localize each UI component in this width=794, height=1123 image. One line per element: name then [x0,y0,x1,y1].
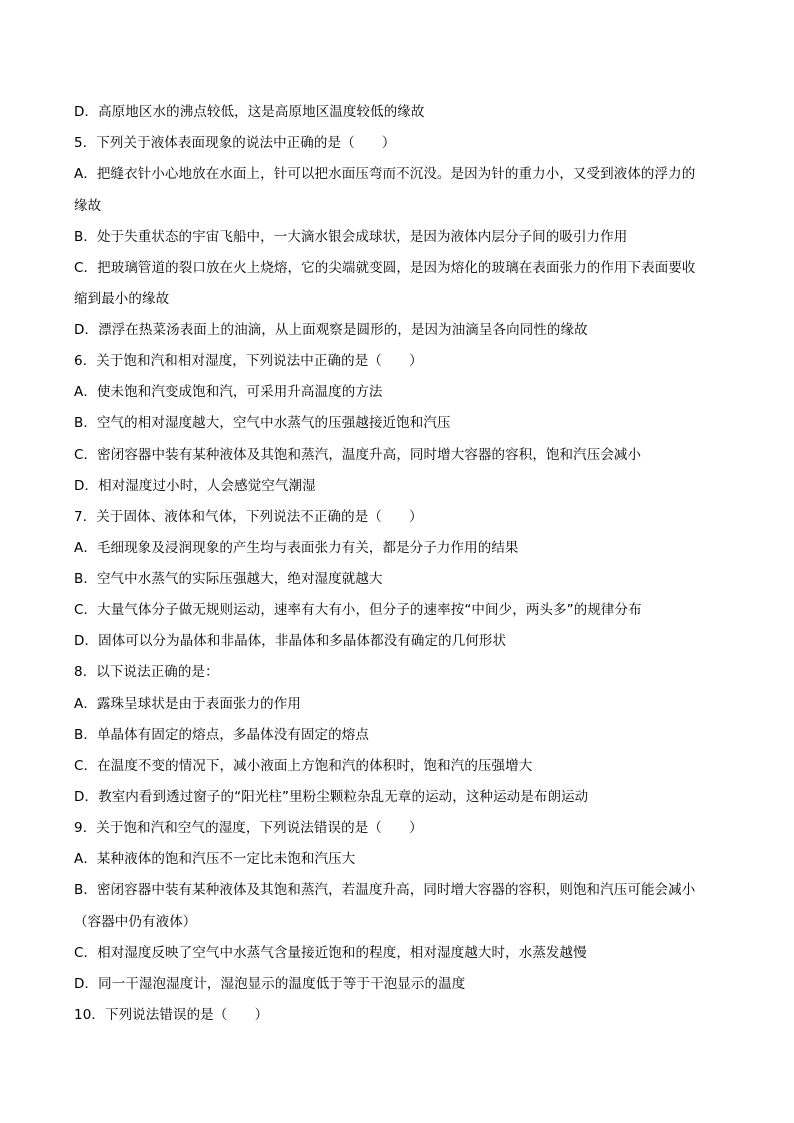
question-5-option-b: B．处于失重状态的宇宙飞船中，一大滴水银会成球状，是因为液体内层分子间的吸引力作用 [74,229,628,245]
question-7-option-a: A．毛细现象及浸润现象的产生均与表面张力有关，都是分子力作用的结果 [74,540,519,556]
text-line: D．高原地区水的沸点较低，这是高原地区温度较低的缘故 [74,104,425,120]
question-8-option-c: C．在温度不变的情况下，减小液面上方饱和汽的体积时，饱和汽的压强增大 [74,758,533,774]
question-8-stem: 8．以下说法正确的是： [74,664,219,680]
question-6-option-b: B．空气的相对湿度越大，空气中水蒸气的压强越接近饱和汽压 [74,415,451,431]
question-7-option-c: C．大量气体分子做无规则运动，速率有大有小，但分子的速率按“中间少，两头多”的规律分布 [74,602,642,618]
question-9-option-a: A．某种液体的饱和汽压不一定比未饱和汽压大 [74,851,356,867]
question-7-option-d: D．固体可以分为晶体和非晶体，非晶体和多晶体都没有确定的几何形状 [74,633,507,649]
text-line: 缘故 [74,198,102,214]
question-7-option-b: B．空气中水蒸气的实际压强越大，绝对湿度就越大 [74,571,383,587]
question-9-option-d: D．同一干湿泡湿度计，湿泡显示的温度低于等于干泡显示的温度 [74,976,466,992]
question-5-option-d: D．漂浮在热菜汤表面上的油滴，从上面观察是圆形的，是因为油滴呈各向同性的缘故 [74,322,588,338]
question-9-stem: 9．关于饱和汽和空气的湿度，下列说法错误的是（ ） [74,820,423,836]
question-8-option-d: D．教室内看到透过窗子的“阳光柱”里粉尘颗粒杂乱无章的运动，这种运动是布朗运动 [74,789,589,805]
question-6-option-a: A．使未饱和汽变成饱和汽，可采用升高温度的方法 [74,384,383,400]
question-6-stem: 6．关于饱和汽和相对湿度，下列说法中正确的是（ ） [74,353,423,369]
question-5-option-c: C．把玻璃管道的裂口放在火上烧熔，它的尖端就变圆，是因为熔化的玻璃在表面张力的作用下表面要收 [74,260,696,276]
question-7-stem: 7．关于固体、液体和气体，下列说法不正确的是（ ） [74,509,423,525]
question-5-option-a: A．把缝衣针小心地放在水面上，针可以把水面压弯而不沉没。是因为针的重力小，又受到液体的浮力的 [74,166,696,182]
question-5-stem: 5．下列关于液体表面现象的说法中正确的是（ ） [74,135,396,151]
question-8-option-a: A．露珠呈球状是由于表面张力的作用 [74,696,301,712]
text-line: （容器中仍有液体） [74,914,197,930]
question-9-option-b: B．密闭容器中装有某种液体及其饱和蒸汽，若温度升高，同时增大容器的容积，则饱和汽压可能会减小 [74,882,696,898]
question-8-option-b: B．单晶体有固定的熔点，多晶体没有固定的熔点 [74,727,369,743]
question-9-option-c: C．相对湿度反映了空气中水蒸气含量接近饱和的程度，相对湿度越大时，水蒸发越慢 [74,945,587,961]
question-6-option-d: D．相对湿度过小时，人会感觉空气潮湿 [74,478,316,494]
text-line: 缩到最小的缘故 [74,291,170,307]
question-6-option-c: C．密闭容器中装有某种液体及其饱和蒸汽，温度升高，同时增大容器的容积，饱和汽压会减小 [74,447,642,463]
question-10-stem: 10．下列说法错误的是（ ） [74,1007,269,1023]
